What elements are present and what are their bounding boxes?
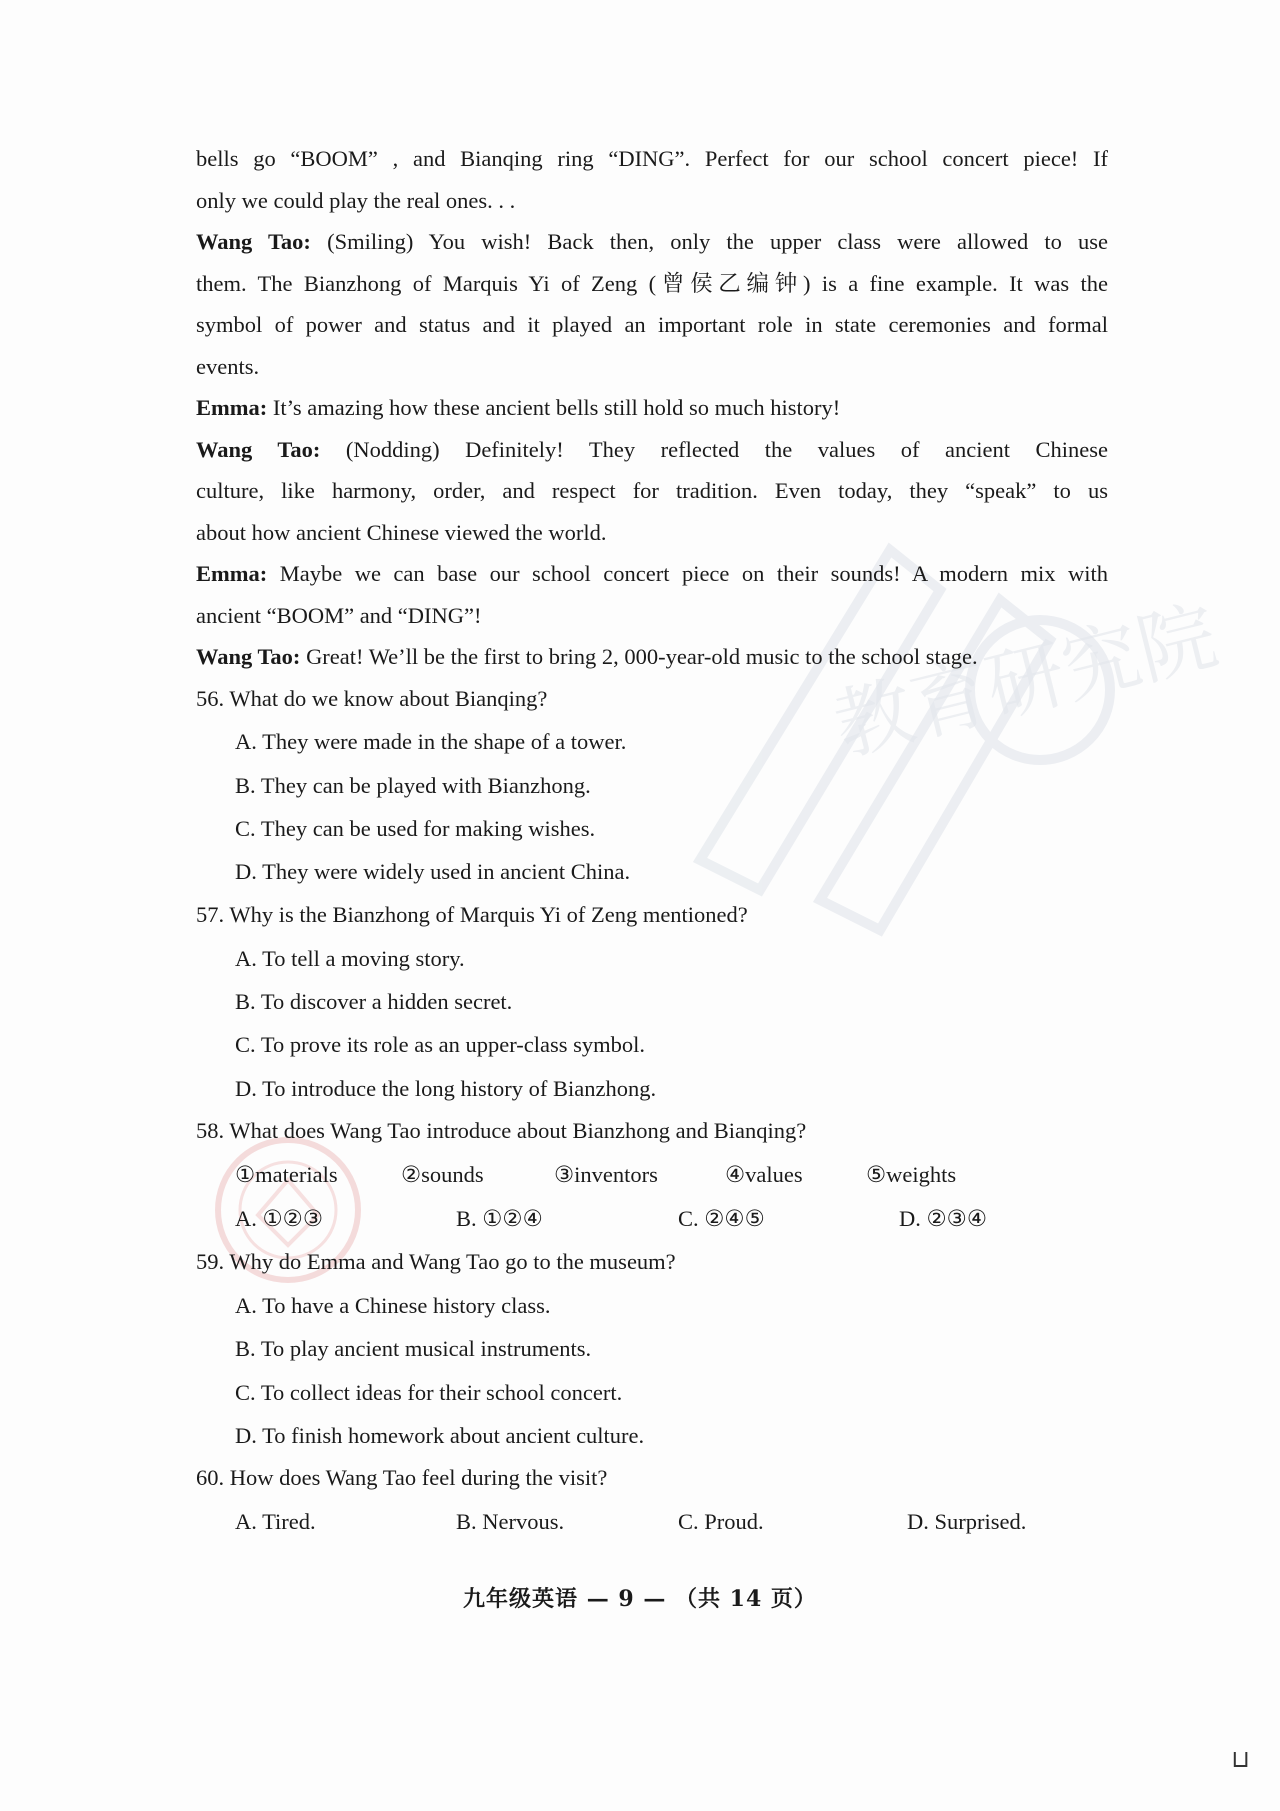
question-57-option-c: C. To prove its role as an upper-class symbol. — [235, 1032, 645, 1058]
question-56-option-b: B. They can be played with Bianzhong. — [235, 772, 591, 798]
question-60-choice-a: A. Tired. — [235, 1509, 316, 1535]
question-59-option-d: D. To finish homework about ancient culture. — [235, 1422, 645, 1448]
question-60-choices — [196, 1500, 1108, 1544]
dialogue-line: them. The Bianzhong of Marquis Yi of Zeng (曾侯乙编钟) is a fine example. It was the — [196, 270, 1108, 296]
question-58-item: ④values — [725, 1162, 803, 1188]
dialogue-line: culture, like harmony, order, and respect for tradition. Even today, they “speak” to us — [196, 478, 1108, 503]
question-58-choice-b: B. ①②④ — [456, 1206, 543, 1232]
question-57-option-a: A. To tell a moving story. — [235, 945, 465, 971]
question-58-item: ②sounds — [401, 1162, 484, 1188]
question-59-option-a: A. To have a Chinese history class. — [235, 1292, 551, 1318]
speaker-name: Emma: — [196, 395, 268, 420]
dialogue-line: events. — [196, 353, 260, 379]
question-60-choice-d: D. Surprised. — [907, 1509, 1027, 1535]
dialogue-text: (Nodding) Definitely! They reflected the values of ancient Chinese — [345, 436, 1108, 462]
question-60-choice-b: B. Nervous. — [456, 1509, 565, 1535]
dialogue-line: symbol of power and status and it played an important role in state ceremonies and formal — [196, 312, 1108, 337]
question-57-stem: 57. Why is the Bianzhong of Marquis Yi of Zeng mentioned? — [196, 901, 748, 927]
dialogue-line: about how ancient Chinese viewed the world. — [196, 519, 607, 545]
question-58-choice-d: D. ②③④ — [899, 1206, 988, 1232]
exam-content — [196, 138, 1108, 1544]
question-59-option-c: C. To collect ideas for their school concert. — [235, 1379, 623, 1405]
dialogue-line: only we could play the real ones. . . — [196, 187, 516, 213]
dialogue-line: ancient “BOOM” and “DING”! — [196, 602, 482, 628]
question-58-choices — [196, 1197, 1108, 1241]
question-59-stem: 59. Why do Emma and Wang Tao go to the museum? — [196, 1249, 676, 1275]
dialogue-turn-line — [196, 429, 1108, 471]
question-58-choice-c: C. ②④⑤ — [678, 1206, 765, 1232]
question-57-option-b: B. To discover a hidden secret. — [235, 989, 513, 1015]
speaker-name: Wang Tao: — [196, 229, 311, 254]
dialogue-line: bells go “BOOM” , and Bianqing ring “DING”. Perfect for our school concert piece! If — [196, 146, 1108, 171]
speaker-name: Wang Tao: — [196, 644, 301, 669]
question-58-stem: 58. What does Wang Tao introduce about Bianzhong and Bianqing? — [196, 1118, 807, 1144]
question-58-item: ①materials — [235, 1162, 338, 1188]
question-58-items — [196, 1153, 1108, 1197]
dialogue-turn-line — [196, 387, 1108, 429]
dialogue-text: Great! We’ll be the first to bring 2, 000-year-old music to the school stage. — [306, 644, 978, 669]
dialogue-turn-line — [196, 636, 1108, 678]
question-58-item: ⑤weights — [866, 1162, 957, 1188]
dialogue-turn-line — [196, 553, 1108, 595]
question-58-item: ③inventors — [554, 1162, 658, 1188]
question-60-stem: 60. How does Wang Tao feel during the visit? — [196, 1465, 608, 1491]
question-57-option-d: D. To introduce the long history of Bianzhong. — [235, 1075, 657, 1101]
question-56-option-c: C. They can be used for making wishes. — [235, 816, 596, 842]
question-56-option-d: D. They were widely used in ancient China. — [235, 859, 631, 885]
question-59-option-b: B. To play ancient musical instruments. — [235, 1336, 592, 1362]
page-footer: 九年级英语 — 9 — （共 14 页） — [463, 1586, 817, 1612]
question-58-choice-a: A. ①②③ — [235, 1206, 324, 1232]
watermark-text: 教育研究院 — [825, 590, 1226, 773]
dialogue-turn-line — [196, 221, 1108, 263]
corner-tab-icon: ⊔ — [1231, 1745, 1250, 1773]
speaker-name: Wang Tao: — [196, 436, 321, 462]
question-56-stem: 56. What do we know about Bianqing? — [196, 685, 548, 711]
question-56-option-a: A. They were made in the shape of a tower. — [235, 729, 627, 755]
dialogue-text: (Smiling) You wish! Back then, only the upper class were allowed to use — [327, 229, 1108, 254]
speaker-name: Emma: — [196, 561, 268, 586]
question-60-choice-c: C. Proud. — [678, 1509, 764, 1535]
dialogue-text: It’s amazing how these ancient bells still hold so much history! — [272, 395, 841, 420]
dialogue-text: Maybe we can base our school concert piece on their sounds! A modern mix with — [279, 561, 1108, 586]
